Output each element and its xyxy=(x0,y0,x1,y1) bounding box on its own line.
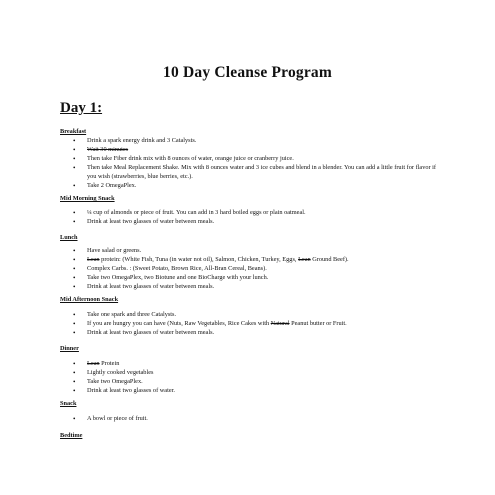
section-heading-dinner: Dinner xyxy=(60,345,79,352)
list-item: • Take one spark and three Catalysts. xyxy=(73,311,443,320)
list-item: • A bowl or piece of fruit. xyxy=(73,415,443,424)
section-heading-mid-morning-snack: Mid Morning Snack xyxy=(60,195,115,202)
section-heading-lunch: Lunch xyxy=(60,234,78,241)
list-item: • Complex Carbs. : (Sweet Potato, Brown Rice, All-Bran Cereal, Beans). xyxy=(73,265,443,274)
lunch-list xyxy=(73,247,443,292)
list-item: • Take 2 OmegaPlex. xyxy=(73,182,443,191)
document-title: 10 Day Cleanse Program xyxy=(163,64,332,81)
list-item: • Take two OmegaPlex. xyxy=(73,378,443,387)
list-item: • Then take Fiber drink mix with 8 ounces of water, orange juice or cranberry juice. xyxy=(73,155,443,164)
text-run: protein: (White Fish, Tuna (in water not oil), Salmon, Chicken, Turkey, Eggs, xyxy=(99,255,299,263)
list-item: • ¼ cup of almonds or piece of fruit. You can add in 3 hard boiled eggs or plain oatmeal. xyxy=(73,209,443,218)
list-item: • Wait 30 minutes xyxy=(73,146,443,155)
snack-list xyxy=(73,415,443,424)
list-item: • Drink at least two glasses of water between meals. xyxy=(73,329,443,338)
text-run: Ground Beef). xyxy=(310,255,349,263)
section-heading-bedtime: Bedtime xyxy=(60,432,83,439)
list-item: • Then take Meal Replacement Shake. Mix with 8 ounces water and 3 ice cubes and blend in a blender. You can add a little fruit for flavor if you wish (strawberries, blue berries, etc.). xyxy=(73,164,443,182)
struck-word: Lean xyxy=(87,255,100,263)
list-item: • Lightly cooked vegetables xyxy=(73,369,443,378)
section-heading-snack: Snack xyxy=(60,400,77,407)
section-heading-breakfast: Breakfast xyxy=(60,128,87,135)
list-item: • Drink at least two glasses of water between meals. xyxy=(73,218,443,227)
breakfast-list xyxy=(73,137,443,190)
struck-word: Lean xyxy=(87,360,100,367)
list-item: • Take two OmegaPlex, two Biotune and one BioCharge with your lunch. xyxy=(73,274,443,283)
text-run: Peanut butter or Fruit. xyxy=(289,319,347,327)
text-run: If you are hungry you can have (Nuts, Raw Vegetables, Rice Cakes with xyxy=(87,319,271,327)
dinner-list xyxy=(73,360,443,396)
struck-word: Natural xyxy=(270,319,290,327)
list-item: • Have salad or greens. xyxy=(73,247,443,256)
text-run: Protein xyxy=(99,360,120,367)
list-item: • Drink at least two glasses of water. xyxy=(73,387,443,396)
day-heading: Day 1: xyxy=(60,100,103,116)
mid-morning-list xyxy=(73,209,443,227)
list-item xyxy=(73,256,443,265)
struck-word: Lean xyxy=(298,255,311,263)
mid-afternoon-list xyxy=(73,311,443,338)
list-item: • Drink at least two glasses of water between meals. xyxy=(73,283,443,292)
section-heading-mid-afternoon-snack: Mid Afternoon Snack xyxy=(60,296,119,303)
list-item xyxy=(73,320,443,329)
list-item xyxy=(73,360,443,369)
list-item: • Drink a spark energy drink and 3 Catalysts. xyxy=(73,137,443,146)
